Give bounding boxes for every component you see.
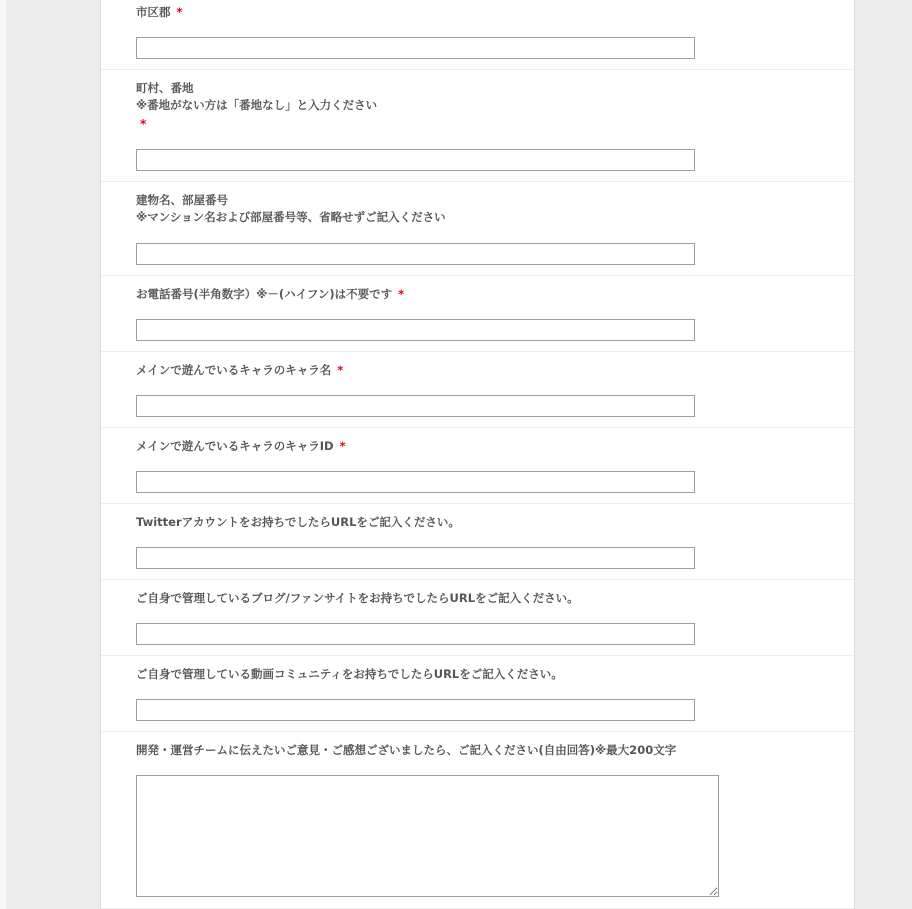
- field-row-character-name: [101, 352, 854, 428]
- left-margin: [0, 0, 6, 909]
- required-marker: *: [176, 5, 183, 19]
- city-label-text: 市区郡: [136, 5, 171, 19]
- form-panel: [100, 0, 855, 909]
- street-input[interactable]: [136, 149, 695, 171]
- blog-label: ご自身で管理しているブログ/ファンサイトをお持ちでしたらURLをご記入ください。: [136, 591, 579, 605]
- required-marker: *: [398, 287, 405, 301]
- required-marker: *: [140, 117, 147, 131]
- phone-label: [136, 286, 404, 303]
- character-name-input[interactable]: [136, 395, 695, 417]
- field-row-street: [101, 70, 854, 182]
- feedback-textarea[interactable]: [136, 775, 719, 897]
- feedback-label: 開発・運営チームに伝えたいご意見・ご感想ございましたら、ご記入ください(自由回答)※最大200文字: [136, 743, 677, 757]
- phone-label-text: お電話番号(半角数字）※－(ハイフン)は不要です: [136, 287, 393, 301]
- street-note: ※番地がない方は「番地なし」と入力ください: [136, 98, 378, 112]
- building-note: ※マンション名および部屋番号等、省略せずご記入ください: [136, 210, 446, 224]
- city-input[interactable]: [136, 37, 695, 59]
- video-community-label: ご自身で管理している動画コミュニティをお持ちでしたらURLをご記入ください。: [136, 667, 563, 681]
- character-name-label-text: メインで遊んでいるキャラのキャラ名: [136, 363, 332, 377]
- character-id-label: [136, 438, 346, 455]
- video-community-url-input[interactable]: [136, 699, 695, 721]
- character-name-label: [136, 362, 343, 379]
- building-input[interactable]: [136, 243, 695, 265]
- required-marker: *: [337, 363, 344, 377]
- field-row-twitter: [101, 504, 854, 580]
- field-row-phone: [101, 276, 854, 352]
- blog-url-input[interactable]: [136, 623, 695, 645]
- street-label: 町村、番地: [136, 81, 194, 95]
- twitter-url-input[interactable]: [136, 547, 695, 569]
- field-row-feedback: [101, 732, 854, 909]
- field-row-city: [101, 0, 854, 70]
- character-id-input[interactable]: [136, 471, 695, 493]
- character-id-label-text: メインで遊んでいるキャラのキャラID: [136, 439, 334, 453]
- field-row-character-id: [101, 428, 854, 504]
- field-row-video-community: [101, 656, 854, 732]
- required-marker: *: [339, 439, 346, 453]
- city-label: [136, 4, 183, 21]
- field-row-building: [101, 182, 854, 276]
- twitter-label: Twitterアカウントをお持ちでしたらURLをご記入ください。: [136, 515, 460, 529]
- phone-input[interactable]: [136, 319, 695, 341]
- building-label: 建物名、部屋番号: [136, 193, 228, 207]
- field-row-blog: [101, 580, 854, 656]
